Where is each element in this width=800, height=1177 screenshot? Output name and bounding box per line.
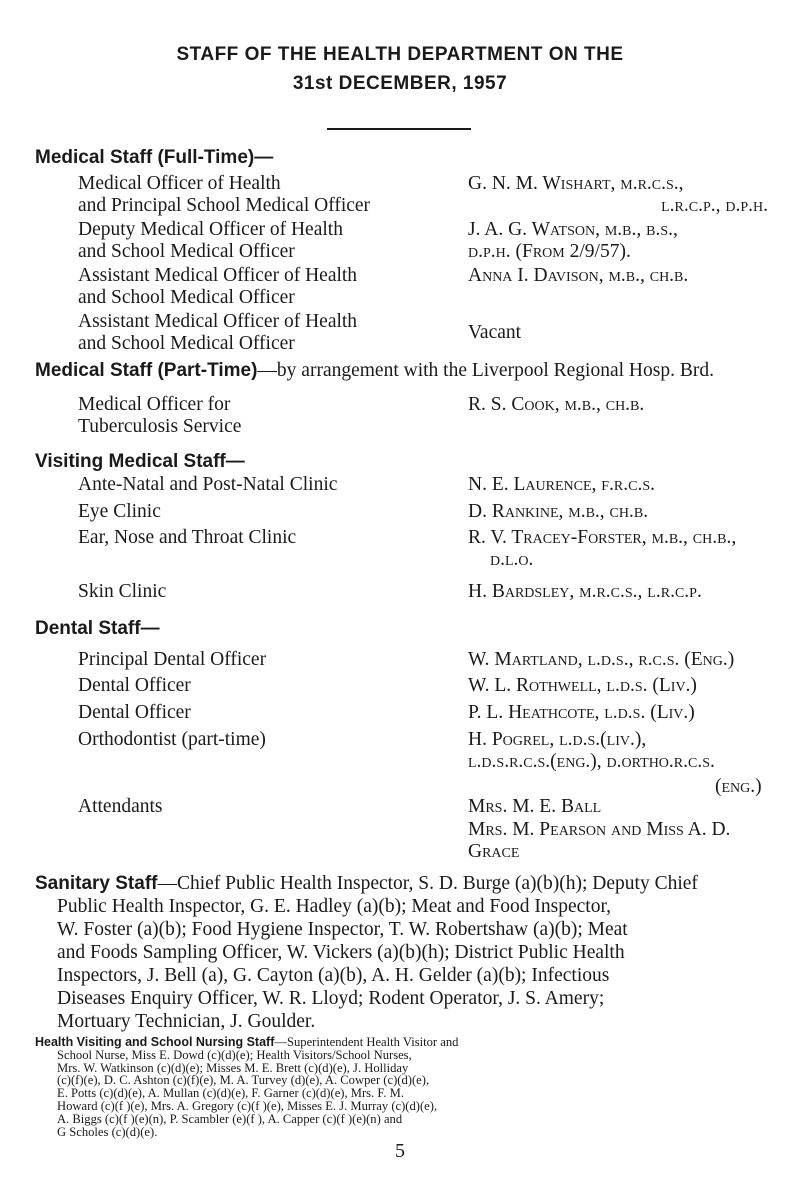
section-heading-text: Medical Staff (Part-Time)	[35, 360, 258, 381]
staff-name: N. E. Laurence, f.r.c.s.	[468, 474, 656, 495]
staff-qualifications: (eng.)	[715, 776, 762, 797]
role-line: Dental Officer	[78, 702, 191, 723]
paragraph-line: (c)(f)(e), D. C. Ashton (c)(f)(e), M. A. Turvey (d)(e), A. Cowper (c)(d)(e),	[57, 1073, 430, 1088]
paragraph-line: Howard (c)(f )(e), Mrs. A. Gregory (c)(f )(e), Misses E. J. Murray (c)(d)(e),	[57, 1098, 438, 1113]
section-heading-nursing: Health Visiting and School Nursing Staff	[35, 1035, 275, 1049]
paragraph-line: —Superintendent Health Visitor and	[274, 1035, 459, 1049]
section-heading-note: —by arrangement with the Liverpool Regional Hosp. Brd.	[257, 360, 714, 381]
staff-name: G. N. M. Wishart, m.r.c.s.,	[468, 173, 684, 194]
role-line: and School Medical Officer	[78, 287, 295, 308]
staff-name: Grace	[468, 841, 520, 862]
paragraph-line: Diseases Enquiry Officer, W. R. Lloyd; Rodent Operator, J. S. Amery;	[57, 988, 605, 1009]
role-line: Tuberculosis Service	[78, 416, 242, 437]
staff-name: Anna I. Davison, m.b., ch.b.	[468, 265, 689, 286]
page-subtitle: 31st DECEMBER, 1957	[292, 73, 508, 94]
role-line: Assistant Medical Officer of Health	[78, 311, 358, 332]
paragraph-line: A. Biggs (c)(f )(e)(n), P. Scambler (e)(f ), A. Capper (c)(f )(e)(n) and	[57, 1111, 403, 1126]
role-line: Attendants	[78, 796, 163, 817]
staff-name: Mrs. M. Pearson and Miss A. D.	[468, 819, 731, 840]
staff-name: P. L. Heathcote, l.d.s. (Liv.)	[468, 702, 695, 723]
staff-qualifications: l.r.c.p., d.p.h.	[661, 195, 768, 216]
role-line: Ear, Nose and Throat Clinic	[78, 527, 297, 548]
paragraph-line: Inspectors, J. Bell (a), G. Cayton (a)(b), A. H. Gelder (a)(b); Infectious	[57, 965, 610, 986]
role-line: and Principal School Medical Officer	[78, 195, 371, 216]
section-heading-medical-part-time	[35, 360, 714, 382]
role-line: Ante-Natal and Post-Natal Clinic	[78, 474, 338, 495]
staff-name: H. Pogrel, l.d.s.(liv.),	[468, 729, 647, 750]
paragraph-sanitary-staff	[35, 872, 770, 1033]
role-line: Dental Officer	[78, 675, 191, 696]
staff-qualifications: l.d.s.r.c.s.(eng.), d.ortho.r.c.s.	[468, 751, 715, 772]
role-line: Principal Dental Officer	[78, 649, 267, 670]
staff-name: W. Martland, l.d.s., r.c.s. (Eng.)	[468, 649, 735, 670]
staff-name: Vacant	[468, 322, 522, 343]
title-divider	[327, 128, 471, 130]
page-title: STAFF OF THE HEALTH DEPARTMENT ON THE	[176, 44, 624, 65]
role-line: Orthodontist (part-time)	[78, 729, 266, 750]
paragraph-line: E. Potts (c)(d)(e), A. Mullan (c)(d)(e), F. Garner (c)(d)(e), Mrs. F. M.	[57, 1086, 404, 1101]
staff-name: R. S. Cook, m.b., ch.b.	[468, 394, 645, 415]
section-heading-dental: Dental Staff—	[35, 618, 160, 639]
role-line: and School Medical Officer	[78, 333, 295, 354]
staff-name: W. L. Rothwell, l.d.s. (Liv.)	[468, 675, 697, 696]
role-line: Medical Officer for	[78, 394, 231, 415]
paragraph-line: Public Health Inspector, G. E. Hadley (a)(b); Meat and Food Inspector,	[57, 896, 612, 917]
staff-qualifications: d.l.o.	[490, 549, 534, 570]
staff-name: R. V. Tracey-Forster, m.b., ch.b.,	[468, 527, 737, 548]
paragraph-line: and Foods Sampling Officer, W. Vickers (a)(b)(h); District Public Health	[57, 942, 625, 963]
staff-name: J. A. G. Watson, m.b., b.s.,	[468, 219, 678, 240]
staff-name: D. Rankine, m.b., ch.b.	[468, 501, 649, 522]
role-line: Medical Officer of Health	[78, 173, 281, 194]
section-heading-visiting: Visiting Medical Staff—	[35, 451, 245, 472]
page-number: 5	[395, 1140, 405, 1162]
role-line: Assistant Medical Officer of Health	[78, 265, 358, 286]
paragraph-line: G Scholes (c)(d)(e).	[57, 1124, 158, 1139]
staff-name: H. Bardsley, m.r.c.s., l.r.c.p.	[468, 581, 702, 602]
role-line: Skin Clinic	[78, 581, 167, 602]
staff-name: Mrs. M. E. Ball	[468, 796, 602, 817]
paragraph-nursing-staff	[35, 1036, 770, 1138]
staff-qualifications: d.p.h. (From 2/9/57).	[468, 241, 631, 262]
role-line: and School Medical Officer	[78, 241, 295, 262]
role-line: Deputy Medical Officer of Health	[78, 219, 343, 240]
section-heading-sanitary: Sanitary Staff	[35, 873, 158, 894]
section-heading-medical-full-time: Medical Staff (Full-Time)—	[35, 147, 274, 168]
role-line: Eye Clinic	[78, 501, 161, 522]
paragraph-line: School Nurse, Miss E. Dowd (c)(d)(e); Health Visitors/School Nurses,	[57, 1047, 412, 1062]
paragraph-line: Mrs. W. Watkinson (c)(d)(e); Misses M. E. Brett (c)(d)(e), J. Holliday	[57, 1060, 409, 1075]
paragraph-line: Mortuary Technician, J. Goulder.	[57, 1011, 316, 1032]
paragraph-line: W. Foster (a)(b); Food Hygiene Inspector, T. W. Robertshaw (a)(b); Meat	[57, 919, 628, 940]
paragraph-line: —Chief Public Health Inspector, S. D. Burge (a)(b)(h); Deputy Chief	[157, 873, 698, 894]
